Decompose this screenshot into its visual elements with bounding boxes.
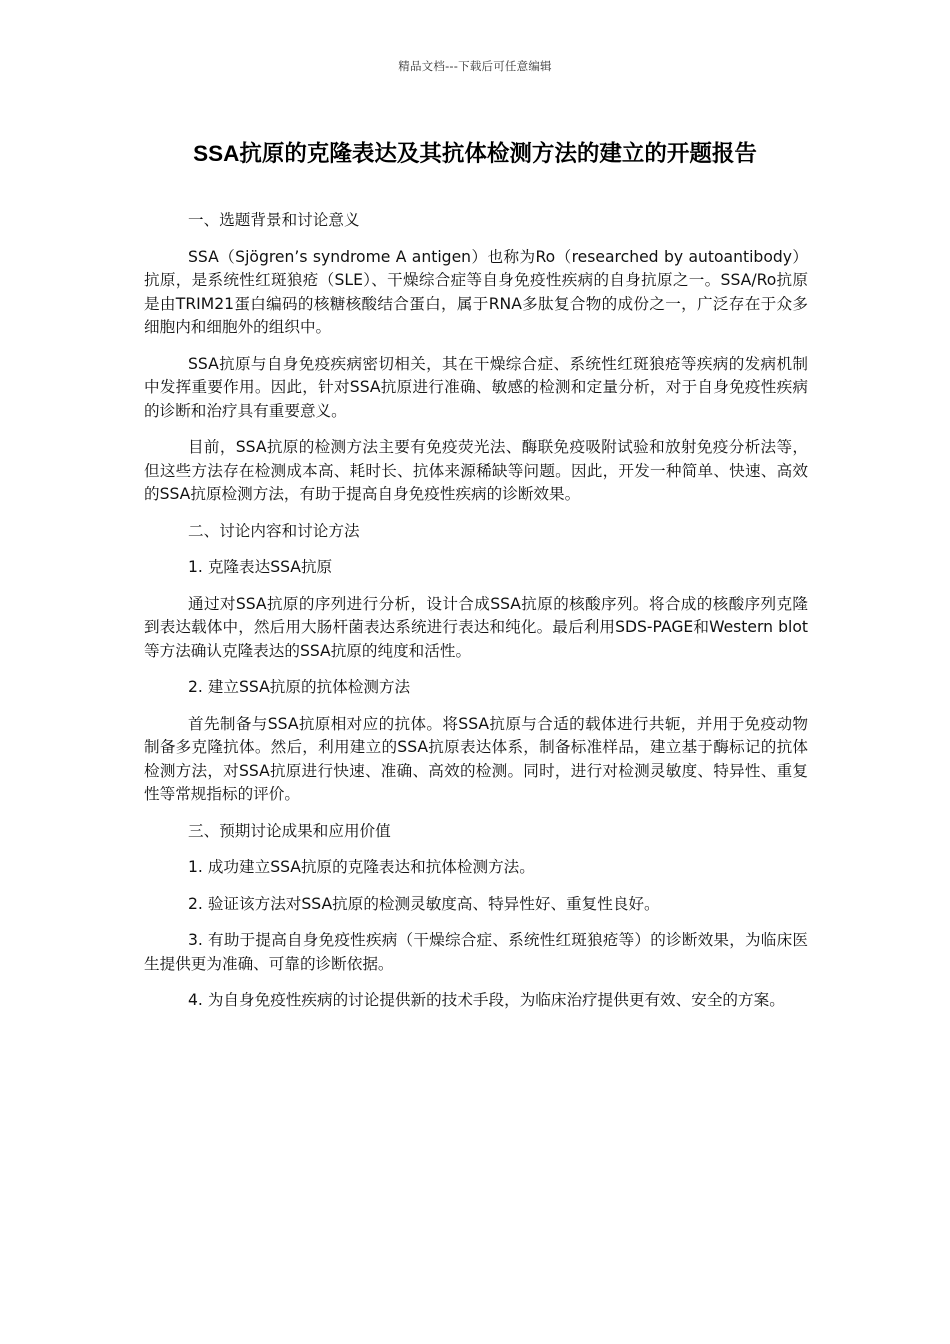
section-heading-background: 一、选题背景和讨论意义 xyxy=(188,211,360,229)
section-heading-outcomes: 三、预期讨论成果和应用价值 xyxy=(188,821,391,840)
subheading-cloning: 1. 克隆表达SSA抗原 xyxy=(188,558,333,576)
outcome-item-3: 3. 有助于提高自身免疫性疾病（干燥综合症、系统性红斑狼疮等）的诊断效果，为临床医生提供更为准确、可靠的诊断依据。 xyxy=(144,931,808,973)
outcome-item-4: 4. 为自身免疫性疾病的讨论提供新的技术手段，为临床治疗提供更有效、安全的方案。 xyxy=(188,991,785,1009)
document-title: SSA抗原的克隆表达及其抗体检测方法的建立的开题报告 xyxy=(193,141,757,166)
header-note: 精品文档---下载后可任意编辑 xyxy=(398,59,552,73)
paragraph-ssa-definition: SSA（Sjögren’s syndrome A antigen）也称为Ro（researched by autoantibody）抗原，是系统性红斑狼疮（SLE）、干燥综合症等自身免疫性疾病的自身抗原之一。SSA/Ro抗原是由TRIM21蛋白编码的核糖核酸结合蛋白，属于RNA多肽复合物的成份之一，广泛存在于众多细胞内和细胞外的组织中。 xyxy=(144,247,808,336)
paragraph-disease-relation: SSA抗原与自身免疫疾病密切相关，其在干燥综合症、系统性红斑狼疮等疾病的发病机制中发挥重要作用。因此，针对SSA抗原进行准确、敏感的检测和定量分析，对于自身免疫性疾病的诊断和治疗具有重要意义。 xyxy=(144,354,808,420)
paragraph-antibody-method: 首先制备与SSA抗原相对应的抗体。将SSA抗原与合适的载体进行共轭，并用于免疫动物制备多克隆抗体。然后，利用建立的SSA抗原表达体系，制备标准样品，建立基于酶标记的抗体检测方法，对SSA抗原进行快速、准确、高效的检测。同时，进行对检测灵敏度、特异性、重复性等常规指标的评价。 xyxy=(144,714,808,803)
outcome-item-2: 2. 验证该方法对SSA抗原的检测灵敏度高、特异性好、重复性良好。 xyxy=(188,894,660,913)
subheading-antibody-method: 2. 建立SSA抗原的抗体检测方法 xyxy=(188,678,411,696)
section-heading-content: 二、讨论内容和讨论方法 xyxy=(188,521,360,540)
paragraph-current-methods: 目前，SSA抗原的检测方法主要有免疫荧光法、酶联免疫吸附试验和放射免疫分析法等，但这些方法存在检测成本高、耗时长、抗体来源稀缺等问题。因此，开发一种简单、快速、高效的SSA抗原检测方法，有助于提高自身免疫性疾病的诊断效果。 xyxy=(144,438,808,503)
paragraph-cloning: 通过对SSA抗原的序列进行分析，设计合成SSA抗原的核酸序列。将合成的核酸序列克隆到表达载体中，然后用大肠杆菌表达系统进行表达和纯化。最后利用SDS-PAGE和Western blot等方法确认克隆表达的SSA抗原的纯度和活性。 xyxy=(144,594,808,660)
document-body xyxy=(144,209,808,1026)
outcome-item-1: 1. 成功建立SSA抗原的克隆表达和抗体检测方法。 xyxy=(188,858,535,876)
